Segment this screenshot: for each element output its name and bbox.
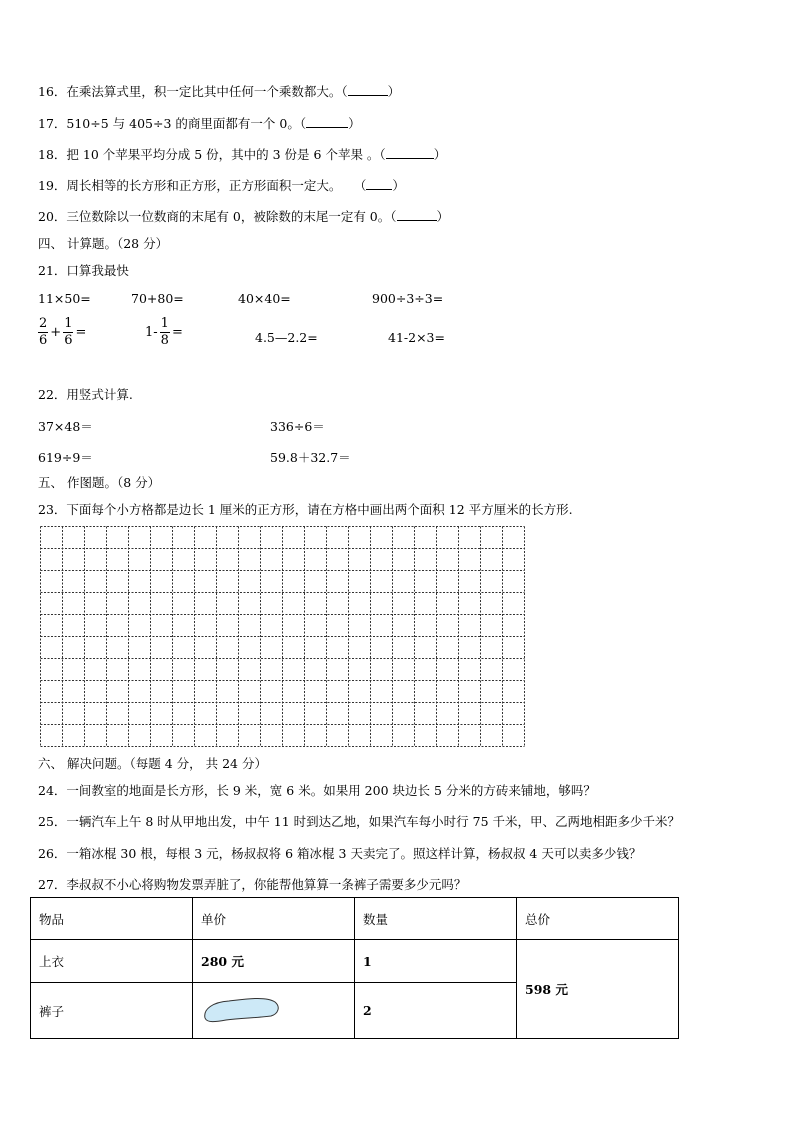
answer-blank[interactable] [386, 146, 434, 159]
question-24: 24．一间教室的地面是长方形，长 9 米，宽 6 米。如果用 200 块边长 5 分米的方砖来铺地，够吗？ [38, 783, 596, 798]
ink-stain-icon [201, 994, 281, 1024]
section-6-title: 六、 解决问题。（每题 4 分， 共 24 分） [38, 756, 267, 771]
oral-calc-item: 4.5—2.2= [255, 330, 318, 345]
question-17: 17．510÷5 与 405÷3 的商里面都有一个 0。（ ） [38, 116, 361, 131]
drawing-grid[interactable] [40, 526, 527, 748]
question-25: 25．一辆汽车上午 8 时从甲地出发，中午 11 时到达乙地，如果汽车每小时行 75 千米，甲、乙两地相距多少千米？ [38, 814, 681, 829]
question-19: 19．周长相等的长方形和正方形，正方形面积一定大。 （ ） [38, 178, 405, 193]
header-cell: 物品 [31, 898, 193, 940]
question-21-title: 21．口算我最快 [38, 263, 129, 278]
item-cell: 上衣 [31, 940, 193, 983]
question-22-title: 22．用竖式计算. [38, 387, 133, 402]
item-cell: 裤子 [31, 983, 193, 1039]
question-20: 20．三位数除以一位数商的末尾有 0，被除数的末尾一定有 0。（ ） [38, 209, 450, 224]
answer-blank[interactable] [397, 208, 437, 221]
header-cell: 数量 [355, 898, 517, 940]
question-23: 23．下面每个小方格都是边长 1 厘米的正方形，请在方格中画出两个面积 12 平方厘米的长方形. [38, 502, 573, 517]
price-cell [193, 983, 355, 1039]
oral-calc-item: 900÷3÷3= [372, 291, 444, 306]
vertical-calc-item: 619÷9＝ [38, 450, 93, 465]
section-5-title: 五、 作图题。（8 分） [38, 475, 161, 490]
answer-blank[interactable] [306, 115, 348, 128]
oral-calc-item: 70+80= [131, 291, 184, 306]
qty-cell: 2 [355, 983, 517, 1039]
price-cell: 280 元 [193, 940, 355, 983]
oral-calc-item: 40×40= [238, 291, 291, 306]
vertical-calc-item: 336÷6＝ [270, 419, 325, 434]
question-16: 16．在乘法算式里，积一定比其中任何一个乘数都大。（ ） [38, 84, 401, 99]
table-header-row [31, 898, 679, 940]
invoice-table [30, 897, 679, 1039]
oral-calc-item: 11×50= [38, 291, 91, 306]
vertical-calc-item: 37×48＝ [38, 419, 93, 434]
fraction-expression-2: 1- $\frac{1}{8}$ = [145, 316, 183, 348]
table-row [31, 940, 679, 983]
vertical-calc-item: 59.8＋32.7＝ [270, 450, 351, 465]
fraction-expression-1: 2 6 + $\frac{1}{6}$ = [39, 316, 87, 348]
question-18: 18．把 10 个苹果平均分成 5 份，其中的 3 份是 6 个苹果 。（ ） [38, 147, 447, 162]
qty-cell: 1 [355, 940, 517, 983]
question-26: 26．一箱冰棍 30 根，每根 3 元，杨叔叔将 6 箱冰棍 3 天卖完了。照这样计算，杨叔叔 4 天可以卖多少钱？ [38, 846, 642, 861]
answer-blank[interactable] [348, 83, 388, 96]
header-cell: 单价 [193, 898, 355, 940]
oral-calc-item: 41-2×3= [388, 330, 445, 345]
header-cell: 总价 [517, 898, 679, 940]
section-4-title: 四、 计算题。（28 分） [38, 236, 169, 251]
answer-blank[interactable] [366, 177, 392, 190]
total-cell: 598 元 [517, 940, 679, 1039]
question-27: 27．李叔叔不小心将购物发票弄脏了，你能帮他算算一条裤子需要多少元吗？ [38, 877, 467, 892]
